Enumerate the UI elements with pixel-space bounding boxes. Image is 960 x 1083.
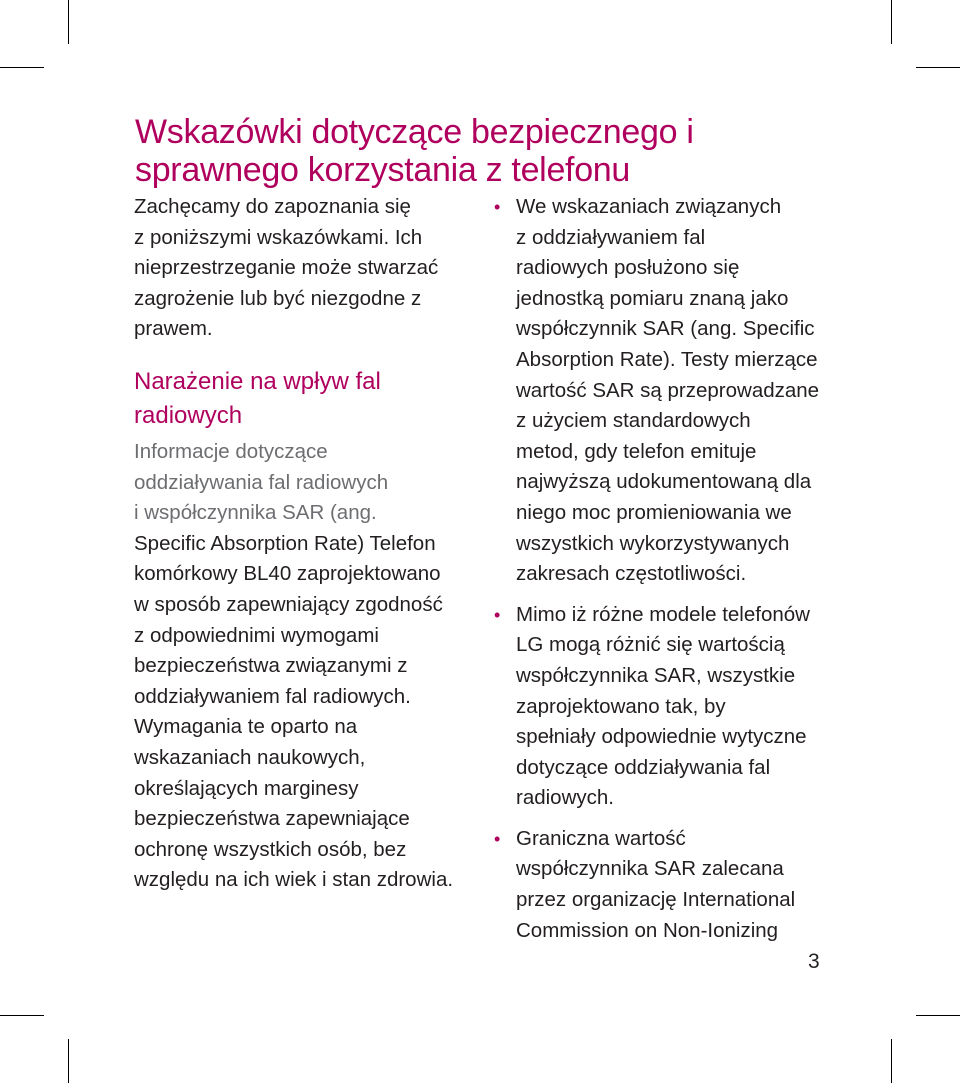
bullet-item-sar-limit xyxy=(494,824,846,946)
intro-paragraph: Zachęcamy do zapoznania się z poniższymi wskazówkami. Ich nieprzestrzeganie może stwarzać zagrożenie lub być niezgodne z prawem. xyxy=(134,195,439,341)
bullet-icon: • xyxy=(494,604,501,625)
bullet-text: We wskazaniach związanych z oddziaływaniem fal radiowych posłużono się jednostką pomiaru znaną jako współczynnik SAR (ang. Specific Absorption Rate). Testy mierzące wartość SAR są przeprowadzane z użyciem standardowych metod, gdy telefon emituje najwyższą udokumentowaną dla niego moc promieniowania we wszystkich wykorzystywanych zakresach częstotliwości. xyxy=(516,195,820,586)
section-body-paragraph: Specific Absorption Rate) Telefon komórkowy BL40 zaprojektowano w sposób zapewniający zgodność z odpowiednimi wymogami bezpieczeństwa związanymi z oddziaływaniem fal radiowych. Wymagania te oparto na wskazaniach naukowych, określających marginesy bezpieczeństwa zapewniające ochronę wszystkich osób, bez względu na ich wiek i stan zdrowia. xyxy=(134,531,454,892)
right-column xyxy=(494,192,846,956)
crop-mark-top-right-horizontal xyxy=(916,67,960,68)
bullet-text: Mimo iż różne modele telefonów LG mogą różnić się wartością współczynnika SAR, wszystkie zaprojektowano tak, by spełniały odpowiednie wytyczne dotyczące oddziaływania fal radiowych. xyxy=(516,602,810,810)
page-number: 3 xyxy=(808,950,820,973)
bullet-list xyxy=(494,192,846,946)
left-column xyxy=(134,192,474,896)
section-lead-paragraph: Informacje dotyczące oddziaływania fal radiowych i współczynnika SAR (ang. xyxy=(134,439,389,525)
crop-mark-top-right-vertical xyxy=(891,0,892,44)
crop-mark-bottom-right-horizontal xyxy=(916,1015,960,1016)
bullet-item-lg-models xyxy=(494,600,846,814)
section-heading: Narażenie na wpływ fal radiowych xyxy=(134,367,381,429)
crop-mark-top-left-horizontal xyxy=(0,67,44,68)
bullet-text: Graniczna wartość współczynnika SAR zalecana przez organizację International Commission on Non-Ionizing xyxy=(516,826,796,942)
page-title: Wskazówki dotyczące bezpiecznego i sprawnego korzystania z telefonu xyxy=(135,113,694,189)
bullet-icon: • xyxy=(494,197,501,217)
crop-mark-bottom-left-vertical xyxy=(68,1039,69,1083)
crop-mark-bottom-right-vertical xyxy=(891,1039,892,1083)
crop-mark-bottom-left-horizontal xyxy=(0,1015,44,1016)
bullet-item-sar-measurement xyxy=(494,192,846,590)
bullet-icon: • xyxy=(494,828,501,849)
crop-mark-top-left-vertical xyxy=(68,0,69,44)
